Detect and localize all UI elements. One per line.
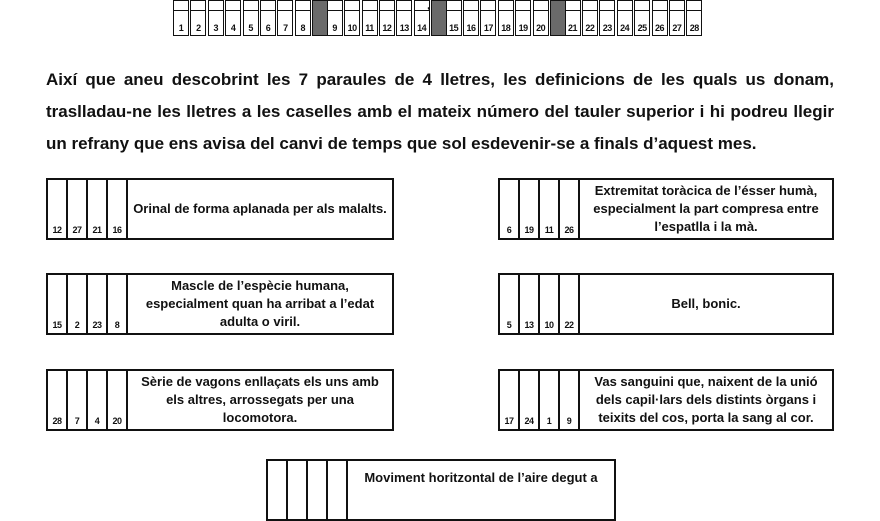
grid-cell	[190, 0, 206, 36]
grid-cell-number: 16	[466, 23, 476, 33]
letter-box	[500, 180, 520, 238]
letter-box-number: 4	[94, 416, 100, 426]
letter-box-number: 12	[52, 225, 62, 235]
letter-box	[68, 275, 88, 333]
grid-cell	[277, 0, 293, 36]
letter-box	[520, 275, 540, 333]
letter-box-number: 23	[92, 320, 102, 330]
letter-box	[108, 371, 128, 429]
grid-cell	[379, 0, 395, 36]
grid-cell	[652, 0, 668, 36]
letter-box-number: 17	[504, 416, 514, 426]
letter-box-number: 15	[52, 320, 62, 330]
letter-box	[68, 180, 88, 238]
clue-definition: Bell, bonic.	[671, 296, 741, 311]
grid-cell	[344, 0, 360, 36]
letter-box	[520, 180, 540, 238]
letter-box-number: 16	[112, 225, 122, 235]
grid-cell-number: 4	[230, 23, 236, 33]
grid-cell-number: 27	[672, 23, 682, 33]
letter-box	[540, 275, 560, 333]
letter-box-number: 21	[92, 225, 102, 235]
letter-box-number: 26	[564, 225, 574, 235]
grid-cell-number: 10	[347, 23, 357, 33]
letter-box	[48, 371, 68, 429]
letter-box	[88, 371, 108, 429]
letter-box	[88, 180, 108, 238]
letter-box-number: 6	[506, 225, 512, 235]
grid-cell	[533, 0, 549, 36]
grid-cell-number: 3	[213, 23, 219, 33]
letter-box-number: 13	[524, 320, 534, 330]
clue-definition: Mascle de l’espècie humana, especialment quan ha arribat a l’edat adulta o viril.	[145, 278, 375, 329]
letter-box-number: 5	[506, 320, 512, 330]
grid-cell	[208, 0, 224, 36]
letter-box	[48, 180, 68, 238]
grid-cell	[463, 0, 479, 36]
letter-box-number: 27	[72, 225, 82, 235]
clue-definition: Moviment horitzontal de l’aire degut a	[364, 470, 598, 485]
grid-cell-number: 14	[417, 23, 427, 33]
grid-cell	[480, 0, 496, 36]
letter-box-number: 8	[114, 320, 120, 330]
grid-cell	[446, 0, 462, 36]
letter-box	[108, 180, 128, 238]
grid-cell	[515, 0, 531, 36]
clue-box-3	[46, 273, 394, 335]
clue-box-6	[498, 369, 834, 431]
grid-cell-number: 12	[382, 23, 392, 33]
clue-box-5	[46, 369, 394, 431]
letter-box	[88, 275, 108, 333]
grid-cell	[396, 0, 412, 36]
letter-box	[500, 371, 520, 429]
grid-cell-number: 9	[332, 23, 337, 33]
letter-box-number: 24	[524, 416, 534, 426]
grid-cell	[634, 0, 650, 36]
grid-cell-number: 23	[602, 23, 612, 33]
letter-box	[560, 180, 580, 238]
letter-box	[560, 371, 580, 429]
letter-box-number: 28	[52, 416, 62, 426]
clue-box-4	[498, 273, 834, 335]
grid-cell-number: 28	[689, 23, 699, 33]
letter-box-number: 2	[74, 320, 80, 330]
clue-definition: Vas sanguini que, naixent de la unió dels capil·lars dels distints òrgans i teixits del cos, porta la sang al cor.	[594, 374, 818, 425]
grid-cell	[582, 0, 598, 36]
grid-cell-number: 13	[399, 23, 409, 33]
grid-cell	[225, 0, 241, 36]
grid-cell-number: 8	[300, 23, 306, 33]
letter-box-number: 10	[544, 320, 554, 330]
grid-cell	[617, 0, 633, 36]
clue-definition: Sèrie de vagons enllaçats els uns amb els altres, arrossegats per una locomotora.	[141, 374, 379, 425]
letter-box-number: 20	[112, 416, 122, 426]
letter-box	[268, 461, 288, 519]
grid-cell-number: 17	[483, 23, 493, 33]
letter-box-number: 7	[74, 416, 80, 426]
grid-cell-number: 19	[518, 23, 528, 33]
grid-cell-number: 2	[196, 23, 201, 33]
grid-cell-number: 6	[265, 23, 271, 33]
letter-box	[500, 275, 520, 333]
grid-cell	[686, 0, 702, 36]
letter-box	[540, 180, 560, 238]
grid-cell-number: 15	[449, 23, 459, 33]
letter-box-number: 11	[544, 225, 554, 235]
clue-definition: Extremitat toràcica de l’ésser humà, especialment la part compresa entre l’espatlla i la mà.	[593, 183, 819, 234]
grid-cell	[295, 0, 311, 36]
letter-box	[540, 371, 560, 429]
letter-box-number: 9	[566, 416, 572, 426]
clue-definition: Orinal de forma aplanada per als malalts.	[133, 201, 387, 216]
grid-cell-number: 26	[654, 23, 664, 33]
grid-cell-number: 7	[283, 23, 288, 33]
grid-cell	[565, 0, 581, 36]
grid-cell	[173, 0, 189, 36]
letter-box	[68, 371, 88, 429]
letter-box-number: 1	[546, 416, 552, 426]
letter-box	[288, 461, 308, 519]
grid-cell-number: 11	[365, 23, 374, 33]
grid-cell-number: 25	[637, 23, 647, 33]
letter-box-number: 19	[524, 225, 534, 235]
clue-box-1	[46, 178, 394, 240]
grid-cell-number: 22	[585, 23, 595, 33]
grid-cell-number: 20	[536, 23, 546, 33]
grid-cell-number: 5	[248, 23, 253, 33]
grid-cell	[669, 0, 685, 36]
clue-box-7	[266, 459, 616, 521]
instructions-text: Així que aneu descobrint les 7 paraules de 4 lletres, les definicions de les quals us donam, traslladau-ne les lletres a les caselles amb el mateix número del tauler superior i hi podreu llegir un refrany que ens avisa del canvi de temps que sol esdevenir-se a finals d’aquest mes.	[46, 70, 834, 153]
grid-cell-number: 21	[567, 23, 577, 33]
letter-box	[560, 275, 580, 333]
letter-box	[520, 371, 540, 429]
grid-cell-number: 24	[620, 23, 630, 33]
letter-box-number: 22	[564, 320, 574, 330]
letter-box	[328, 461, 348, 519]
grid-cell	[260, 0, 276, 36]
letter-box	[308, 461, 328, 519]
grid-cell	[498, 0, 514, 36]
letter-box	[108, 275, 128, 333]
letter-box	[48, 275, 68, 333]
grid-cell	[362, 0, 378, 36]
grid-cell	[327, 0, 343, 36]
grid-cell	[599, 0, 615, 36]
grid-cell-number: 1	[178, 23, 184, 33]
grid-cell-number: 18	[501, 23, 511, 33]
grid-comma: ,	[427, 0, 431, 12]
clue-box-2	[498, 178, 834, 240]
grid-cell	[243, 0, 259, 36]
